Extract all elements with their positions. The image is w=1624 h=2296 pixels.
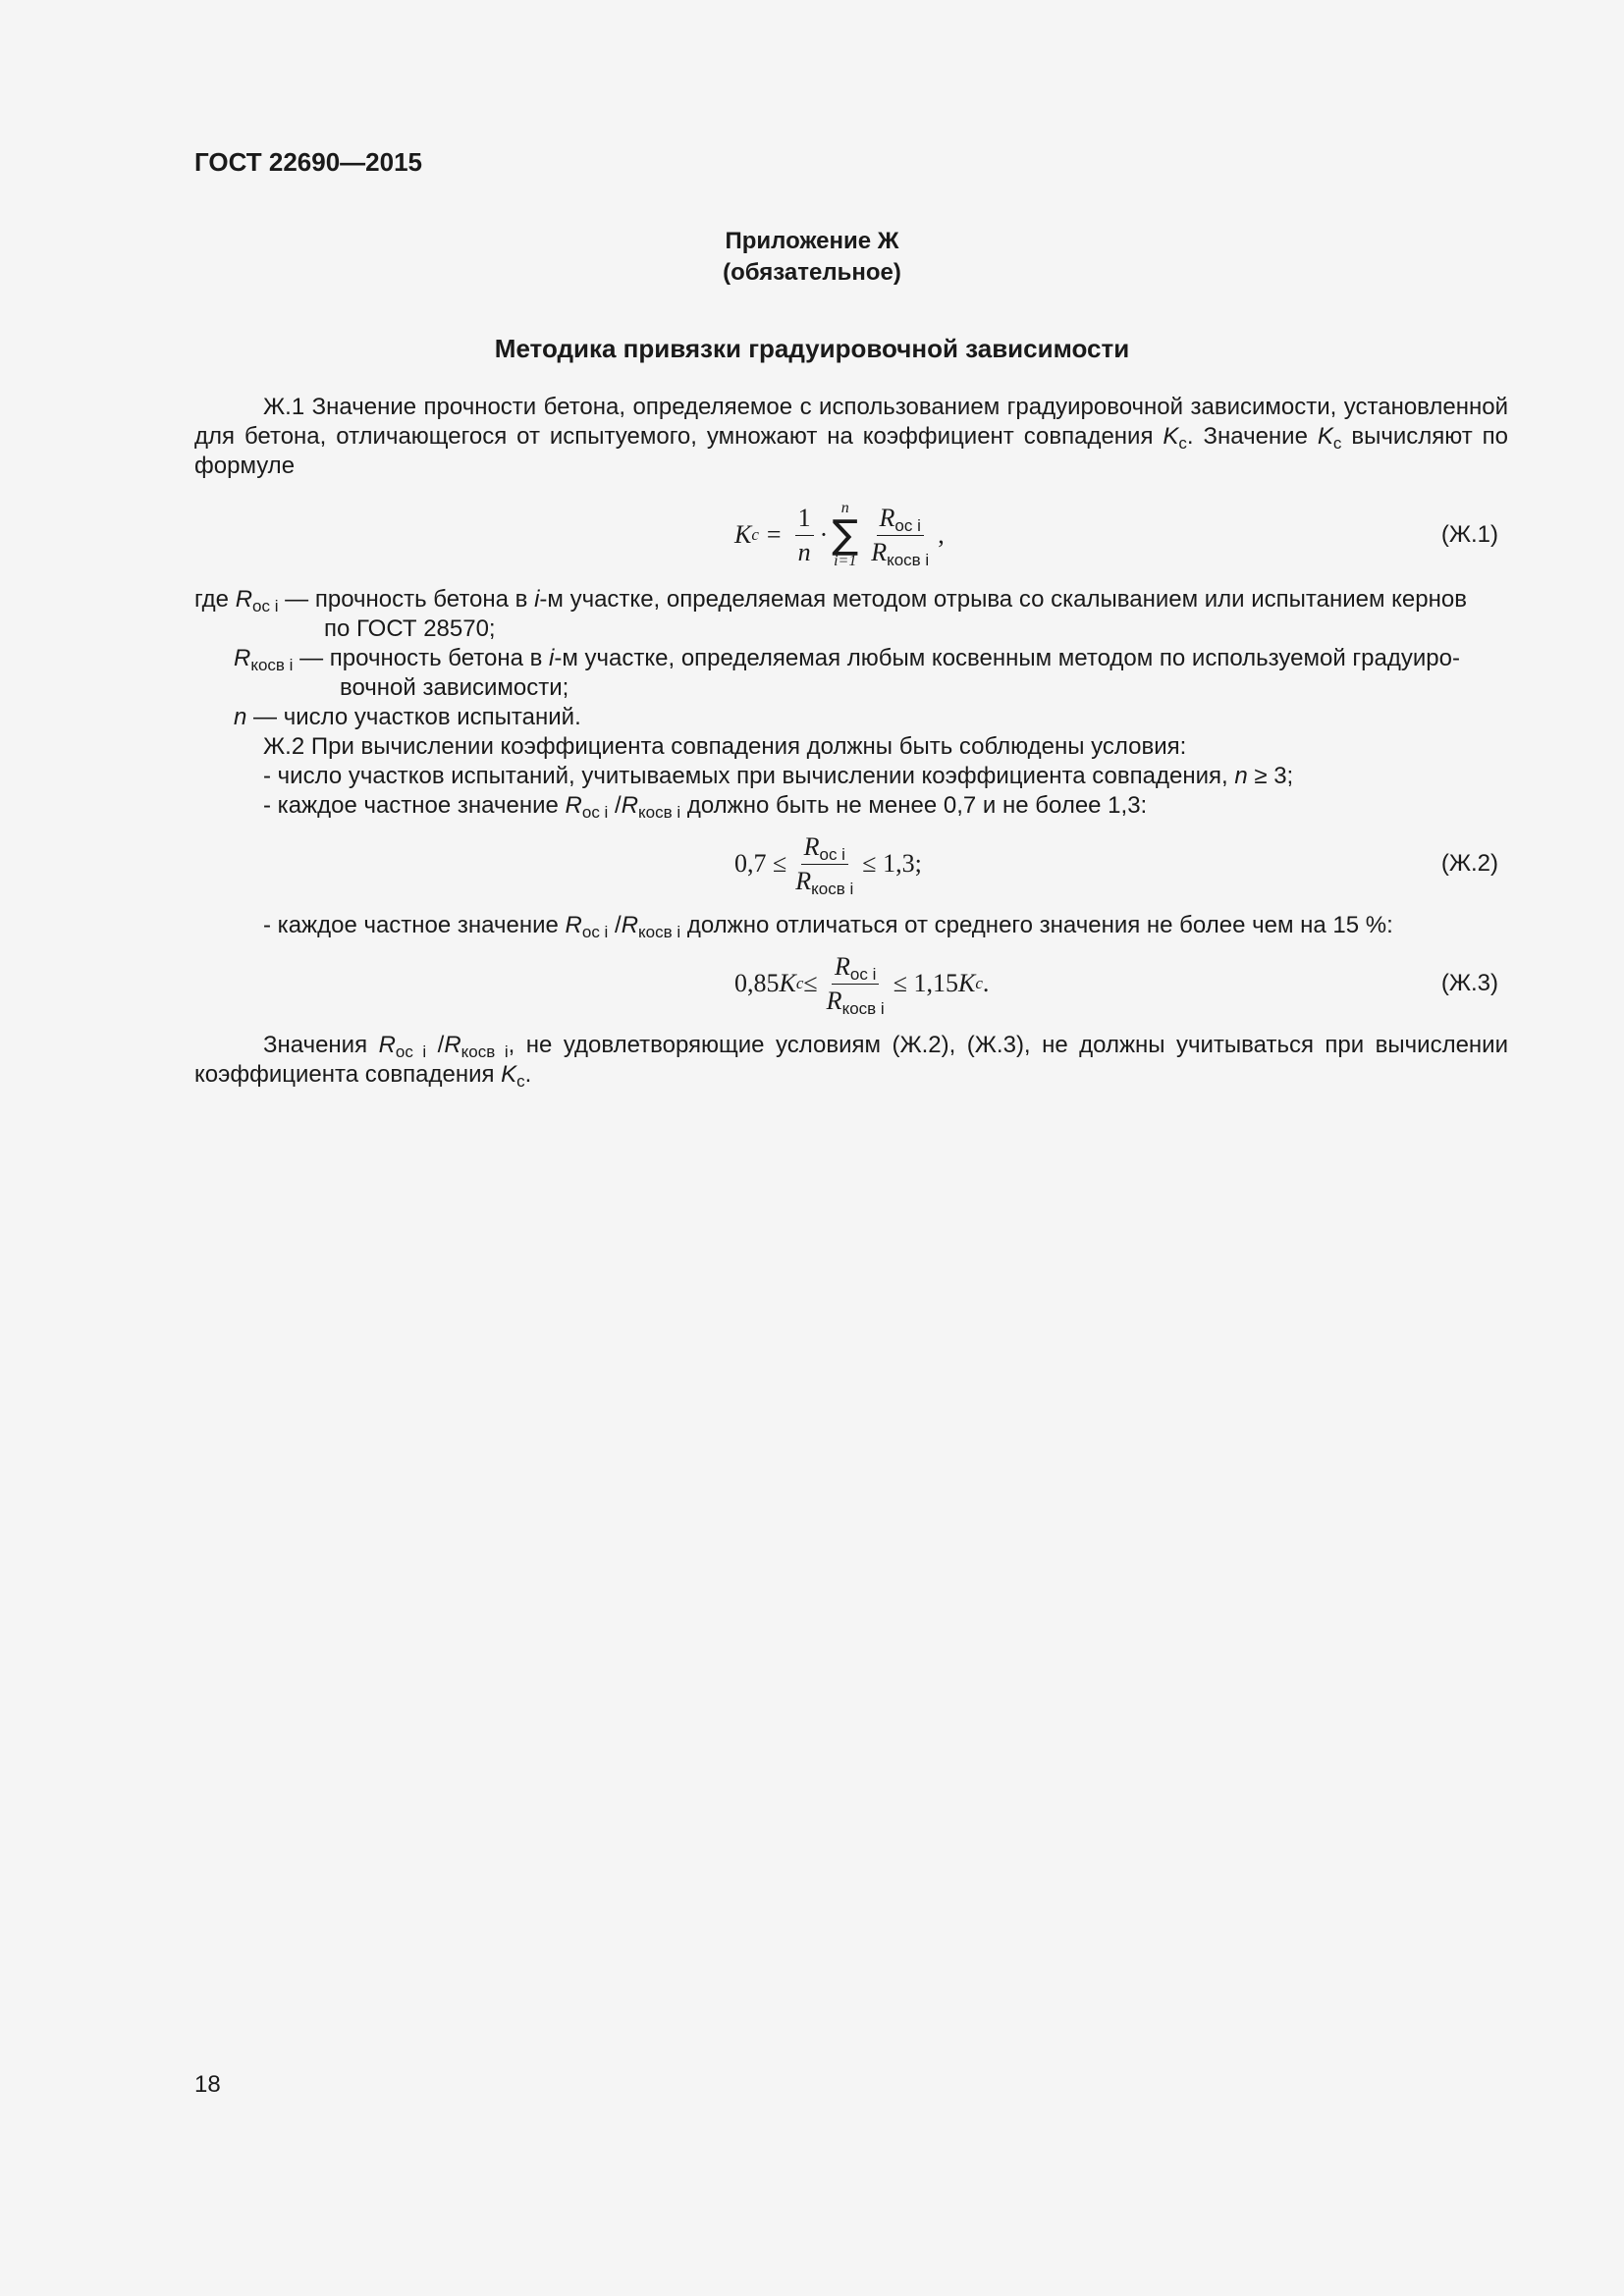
def-r-oc-symbol: R (235, 586, 253, 613)
kc-symbol-2: K (1317, 423, 1333, 450)
cond3-slash: / (615, 912, 622, 938)
document-code: ГОСТ 22690—2015 (194, 147, 422, 177)
definition-r-oc-cont: по ГОСТ 28570; (324, 615, 496, 642)
paragraph-zh1 (194, 393, 1508, 481)
condition-2 (263, 791, 1147, 821)
eq3-left-b: ≤ (803, 969, 818, 997)
p1-text-a: Ж.1 Значение прочности бетона, определяемое с использованием градуировочной зависимости, установленной для бетона, отличающегося от испытуемого, умножают на коэффициент совпадения (194, 394, 1508, 450)
p3-text-b: , не удовлетворяющие условиям (Ж.2), (Ж.3), не должны учитываться при вычислении коэффициента совпадения (194, 1032, 1508, 1088)
def-i: i (534, 586, 540, 613)
eq2-right: ≤ 1,3; (862, 849, 922, 878)
equation-zh2 (194, 827, 1508, 901)
definition-n (234, 703, 581, 732)
eq3-numerator (832, 952, 879, 985)
eq3-left-a: 0,85 (734, 969, 780, 997)
def-r-oc-text-b: -м участке, определяемая методом отрыва со скалыванием или испытанием кернов (539, 586, 1467, 613)
cond2-r-kosv-sub: косв i (638, 803, 681, 822)
eq1-denominator (868, 536, 932, 567)
cond3-text-b: должно отличаться от среднего значения не более чем на 15 %: (680, 912, 1393, 938)
kc-symbol: K (1163, 423, 1179, 450)
equation-number-zh1: (Ж.1) (1440, 521, 1498, 548)
eq2-left: 0,7 ≤ (734, 849, 787, 878)
annex-status: (обязательное) (723, 259, 901, 286)
p3-end: . (524, 1061, 532, 1088)
p3-r-kosv-sub: косв i (460, 1042, 509, 1061)
cond1-n: n (1234, 763, 1248, 789)
def-n-text: — число участков испытаний. (246, 704, 581, 730)
eq1-den-sub: косв i (887, 550, 930, 569)
cond3-r-oc: R (565, 912, 582, 938)
eq1-numerator (877, 504, 924, 536)
equation-zh1-body: K c = $\frac{1}{n}$ · n ∑ i=1 $\frac{R_{ос i}}{R_{косв i}}$ , (734, 500, 945, 569)
eq3-left-k: K (779, 969, 796, 997)
eq1-lhs: K (734, 520, 752, 549)
eq3-right-k: K (957, 969, 976, 997)
p3-r-kosv: R (444, 1032, 461, 1058)
def-r-oc-sub: ос i (252, 597, 279, 615)
eq1-dot: · (819, 520, 829, 549)
eq3-right-a: ≤ 1,15 (893, 969, 958, 997)
cond3-r-kosv-sub: косв i (638, 923, 681, 941)
where-word: где (194, 586, 236, 613)
cond1-text-b: ≥ 3; (1247, 763, 1294, 789)
cond3-r-oc-sub: ос i (581, 923, 609, 941)
cond1-text-a: - число участков испытаний, учитываемых при вычислении коэффициента совпадения, (263, 763, 1235, 789)
eq3-num-r: R (835, 951, 850, 981)
annex-heading (0, 226, 1624, 289)
eq1-sum-bottom: i=1 (834, 553, 857, 569)
eq1-one: 1 (795, 504, 814, 536)
eq2-numerator (801, 832, 848, 865)
eq1-ratio (868, 504, 932, 567)
kc-subscript: c (1178, 434, 1187, 453)
eq3-num-sub: ос i (849, 964, 877, 984)
def-i-2: i (549, 645, 555, 671)
equation-number-zh2: (Ж.2) (1440, 850, 1498, 877)
p1-text-c: вычисляют по формуле (194, 423, 1508, 479)
p3-slash: / (437, 1032, 445, 1058)
eq3-denominator (824, 985, 888, 1016)
eq2-num-sub: ос i (819, 844, 845, 864)
p3-r-oc: R (378, 1032, 396, 1058)
eq2-den-r: R (795, 866, 812, 895)
eq3-right-b: . (982, 969, 990, 997)
eq1-sum-top: n (840, 500, 849, 516)
paragraph-final (194, 1031, 1508, 1090)
eq2-denominator (792, 865, 856, 896)
equation-zh3-body: 0,85 K c ≤ $\frac{R_{ос i}}{R_{косв i}}$ ≤ 1,15 K c . (734, 951, 990, 1018)
eq2-ratio (792, 832, 856, 896)
def-r-kosv-symbol: R (234, 645, 251, 671)
eq1-summation (832, 501, 858, 569)
eq1-num-sub: ос i (894, 515, 921, 535)
kc-subscript-2: c (1332, 434, 1342, 453)
eq1-fraction-1-over-n (795, 504, 814, 567)
cond2-slash: / (615, 792, 622, 819)
def-r-kosv-text-a: — прочность бетона в (293, 645, 550, 671)
eq1-equals: = (766, 520, 782, 549)
eq1-num-r: R (879, 503, 895, 532)
definition-r-kosv-cont: вочной зависимости; (340, 674, 569, 701)
definition-r-kosv (234, 644, 1508, 673)
eq2-den-sub: косв i (811, 879, 854, 898)
annex-title: Приложение Ж (725, 228, 899, 254)
def-r-kosv-text-b: -м участке, определяемая любым косвенным методом по используемой градуиро- (554, 645, 1460, 671)
eq3-ratio (824, 952, 888, 1016)
condition-3 (263, 911, 1393, 940)
p3-kc-sub: c (516, 1072, 525, 1091)
def-r-kosv-sub: косв i (250, 656, 294, 674)
eq2-num-r: R (803, 831, 820, 861)
paragraph-zh2-intro: Ж.2 При вычислении коэффициента совпадения должны быть соблюдены условия: (263, 733, 1187, 760)
cond2-r-oc-sub: ос i (581, 803, 609, 822)
p3-text-a: Значения (263, 1032, 379, 1058)
p1-text-b: . Значение (1186, 423, 1318, 450)
page-number: 18 (194, 2071, 221, 2098)
eq1-sum-sign: ∑ (832, 512, 859, 558)
cond2-r-oc: R (565, 792, 582, 819)
cond3-r-kosv: R (621, 912, 639, 938)
def-r-oc-text-a: — прочность бетона в (278, 586, 535, 613)
equation-zh1 (194, 496, 1508, 574)
cond2-text-a: - каждое частное значение (263, 792, 566, 819)
equation-zh2-body (734, 827, 922, 901)
cond2-text-b: должно быть не менее 0,7 и не более 1,3: (680, 792, 1148, 819)
eq3-den-r: R (826, 986, 842, 1015)
eq3-den-sub: косв i (841, 998, 885, 1018)
condition-1 (263, 762, 1293, 791)
def-n-symbol: n (234, 704, 247, 730)
cond3-text-a: - каждое частное значение (263, 912, 566, 938)
equation-number-zh3: (Ж.3) (1440, 970, 1498, 996)
eq1-trail: , (938, 520, 945, 549)
equation-zh3 (194, 946, 1508, 1021)
eq1-n: n (797, 537, 811, 566)
definition-r-oc (194, 585, 1508, 614)
section-title: Методика привязки градуировочной зависимости (494, 334, 1130, 363)
p3-r-oc-sub: ос i (395, 1042, 427, 1061)
p3-kc: K (501, 1061, 517, 1088)
cond2-r-kosv: R (621, 792, 639, 819)
eq1-den-r: R (871, 537, 888, 566)
